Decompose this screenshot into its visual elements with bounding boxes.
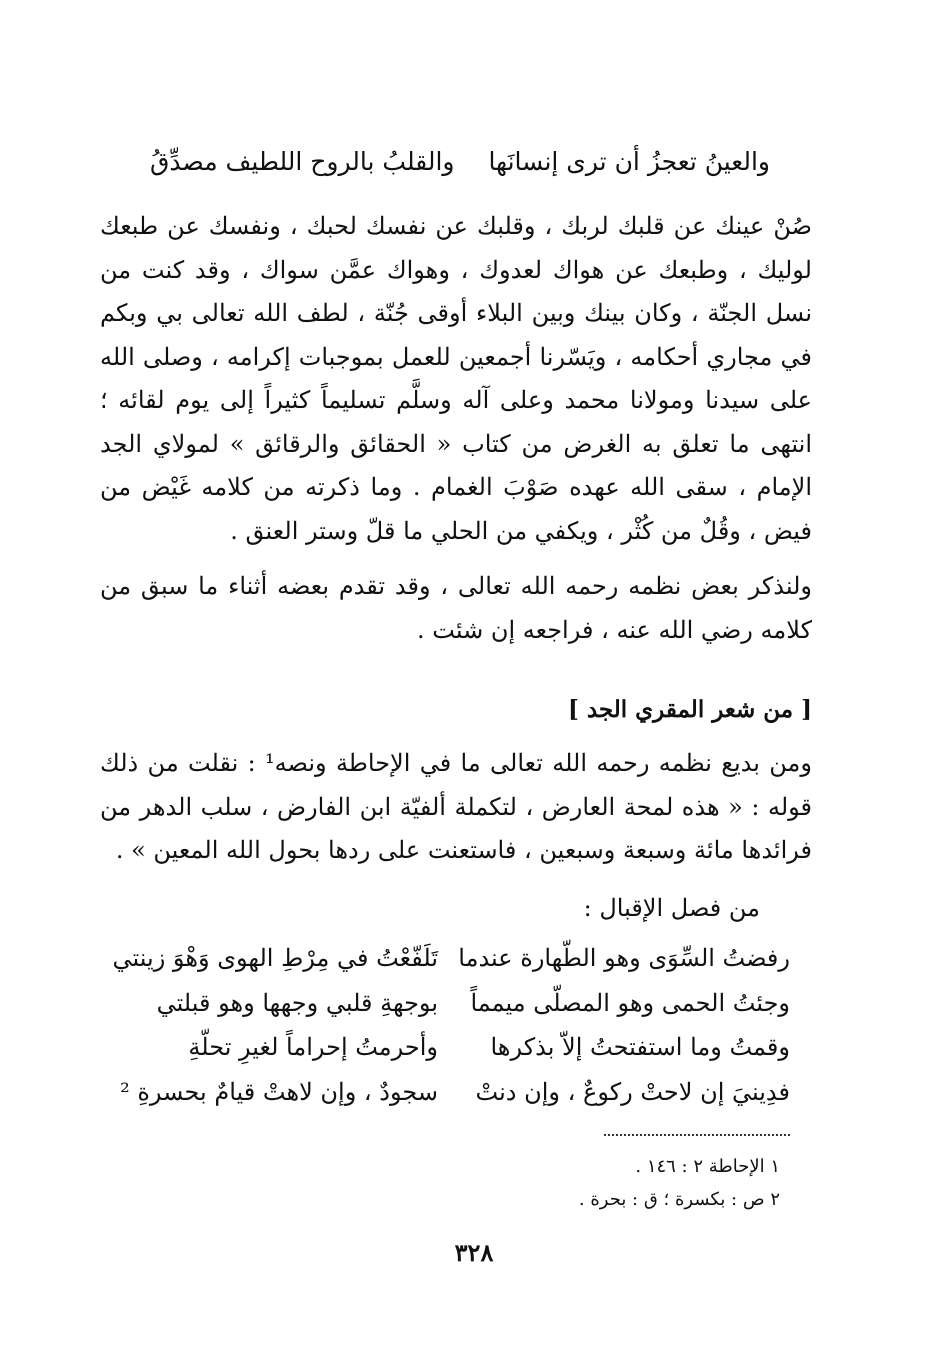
poem-right-hemistich: وجئتُ الحمى وهو المصلّى ميمماً xyxy=(470,988,790,1017)
poem xyxy=(100,936,790,1114)
verse-left-hemistich: والقلبُ بالروح اللطيف مصدِّقُ xyxy=(150,147,455,176)
paragraph-poetry-intro: ولنذكر بعض نظمه رحمه الله تعالى ، وقد تقدم بعضه أثناء ما سبق من كلامه رضي الله عنه ، فراجعه إن شئت . xyxy=(100,572,812,644)
poem-right-hemistich: رفضتُ السِّوَى وهو الطّهارة عندما xyxy=(458,944,790,972)
footnotes xyxy=(400,1150,780,1216)
poem-verse xyxy=(100,981,790,1026)
poem-right-hemistich: وقمتُ وما استفتحتُ إلاّ بذكرها xyxy=(490,1033,790,1061)
verse-right-hemistich: والعينُ تعجزُ أن ترى إنسانَها xyxy=(488,147,770,176)
footnote-divider xyxy=(604,1134,790,1136)
poem-verse xyxy=(100,1070,790,1115)
section-heading: [ من شعر المقري الجد ] xyxy=(567,696,812,723)
poem-right-hemistich: فدِينيَ إن لاحتْ ركوعٌ ، وإن دنتْ xyxy=(475,1077,790,1106)
paragraph-counsel: صُنْ عينك عن قلبك لربك ، وقلبك عن نفسك لحبك ، ونفسك عن طبعك لوليك ، وطبعك عن هواك لعدوك ، وهواك عمَّن سواك ، وقد كنت من نسل الجنّة ، وكان بينك وبين البلاء أوقى جُنّة ، لطف الله تعالى بي وبكم في مجاري أحكامه ، ويَسّرنا أجمعين للعمل بموجبات إكرامه ، وصلى الله على سيدنا ومولانا محمد وعلى آله وسلَّم تسليماً كثيراً إلى يوم لقائه ؛ انتهى ما تعلق به الغرض من كتاب « الحقائق والرقائق » لمولاي الجد الإمام ، سقى الله عهده صَوْبَ الغمام . وما ذكرته من كلامه غَيْض من فيض ، وقُلٌ من كُثْر ، ويكفي من الحلي ما قلّ وستر العنق . xyxy=(100,212,812,545)
poem-left-hemistich: بوجهةِ قلبي وجهها وهو قبلتي xyxy=(156,988,438,1017)
footnote-2: ٢ ص : بكسرة ؛ ق : بحرة . xyxy=(578,1189,780,1210)
poem-left-hemistich: سجودٌ ، وإن لاهتْ قيامٌ بحسرةِ ² xyxy=(120,1077,438,1106)
footnote-1: ١ الإحاطة ٢ : ١٤٦ . xyxy=(635,1156,780,1177)
poem-verse xyxy=(100,936,790,981)
poem-left-hemistich: وأحرمتُ إحراماً لغيرِ تحلّةِ xyxy=(188,1033,438,1061)
poem-left-hemistich: تَلَفّعْتُ في مِرْطِ الهوى وَهْوَ زينتي xyxy=(112,944,438,972)
poem-section-label: من فصل الإقبال : xyxy=(583,894,760,922)
poem-verse xyxy=(100,1025,790,1070)
page-number: ٣٢٨ xyxy=(454,1238,494,1267)
paragraph-ihata-quote: ومن بديع نظمه رحمه الله تعالى ما في الإحاطة ونصه¹ : نقلت من ذلك قوله : « هذه لمحة العارض ، لتكملة ألفيّة ابن الفارض ، سلب الدهر من فرائدها مائة وسبعة وسبعين ، فاستعنت على ردها بحول الله المعين » . xyxy=(100,749,812,864)
opening-verse xyxy=(150,140,770,184)
